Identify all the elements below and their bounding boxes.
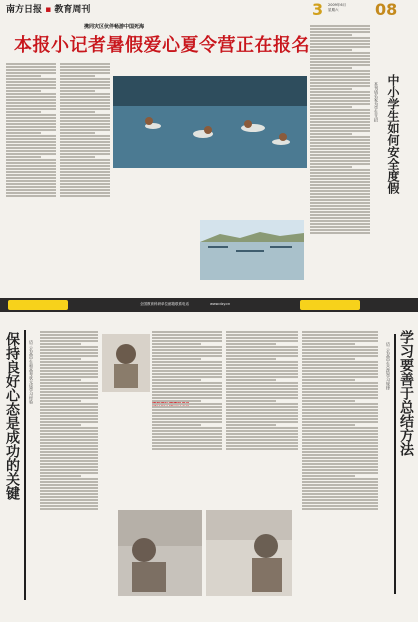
ribbon-label-left — [8, 300, 68, 310]
top-col-1 — [6, 62, 56, 286]
top-col-3 — [310, 24, 370, 284]
right-title: 中小学生如何安全度假 — [386, 74, 400, 194]
photo-landscape — [200, 220, 304, 280]
right-vertical-subtitle: 访三名高中生总结学习规律 — [386, 342, 391, 390]
top-col-2 — [60, 62, 110, 286]
right-subtitle: 本刊请名家为学生支招 — [374, 82, 379, 122]
page-header — [0, 0, 418, 22]
newspaper-logo: 南方日报 ▪ 教育周刊 — [6, 5, 91, 15]
right-title-rule — [394, 334, 396, 594]
left-vertical-title: 保持良好心态是成功的关键 — [4, 332, 20, 500]
photo-pool — [113, 76, 307, 168]
bottom-photo-2 — [118, 510, 202, 596]
mid-ribbon — [0, 298, 418, 312]
bottom-col-4 — [302, 330, 378, 610]
bottom-col-2 — [152, 330, 222, 508]
bottom-photo-3 — [206, 510, 292, 596]
top-headline: 本报小记者暑假爱心夏令营正在报名 — [14, 35, 310, 56]
issue-date: 2009年6月 星期六 — [328, 3, 347, 12]
bottom-photo-1 — [102, 334, 150, 392]
ribbon-contact: 全国教育科研单位邮箱联系电话 — [140, 302, 189, 306]
bottom-col-1 — [40, 330, 98, 610]
page-number: 3 — [312, 0, 324, 19]
ribbon-label-right — [300, 300, 360, 310]
right-title-box — [386, 74, 404, 274]
left-vertical-subtitle: 访三名高中生和高考状元谈学习经验 — [29, 340, 34, 404]
left-title-rule — [24, 330, 26, 600]
ribbon-url[interactable]: www.dzy.cn — [210, 302, 231, 306]
top-kicker: 携同灾区伙伴畅游中国死海 — [84, 24, 145, 30]
bottom-col-3 — [226, 330, 298, 508]
edition-mark: 08 — [375, 0, 398, 19]
right-vertical-title: 学习要善于总结方法 — [398, 330, 414, 456]
